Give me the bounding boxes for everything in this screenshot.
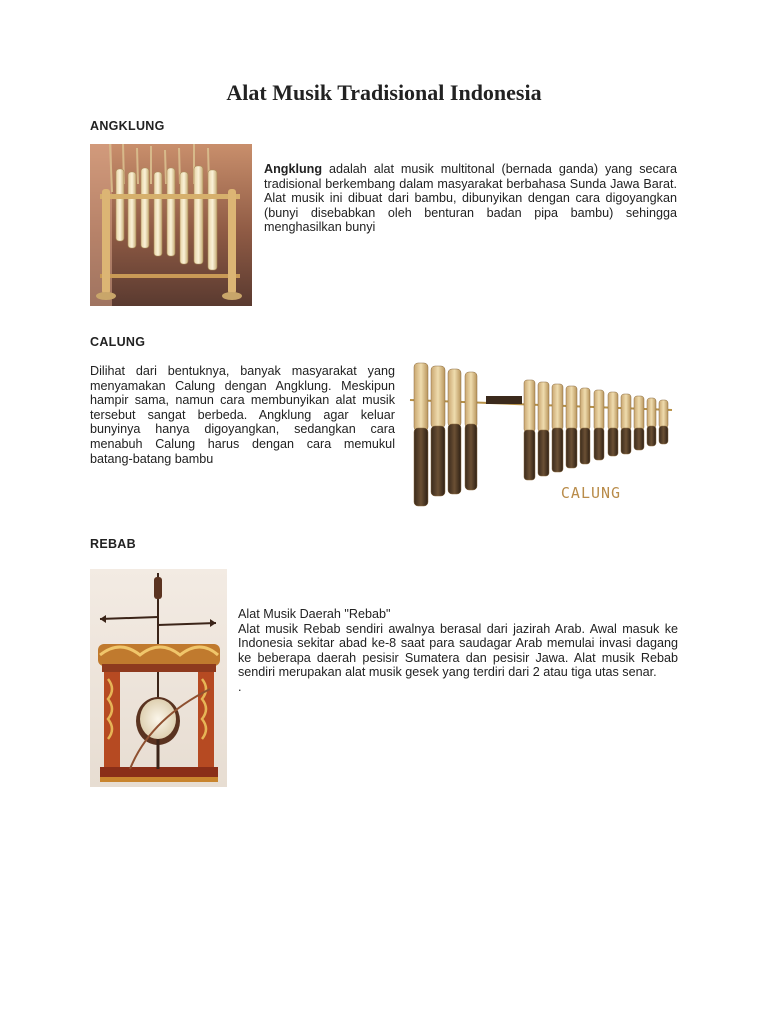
calung-paragraph: Dilihat dari bentuknya, banyak masyarakat yang menyamakan Calung dengan Angklung. Meskipun hampir sama, namun cara membunyikan alat musik tersebut sangat berbeda. Angklung agar keluar bunyinya hanya digoyangkan, sedangkan cara menabuh Calung harus dengan cara memukul batang-batang bambu (90, 364, 395, 466)
calung-photo (404, 358, 676, 508)
angklung-paragraph (264, 162, 677, 235)
angklung-photo (90, 144, 252, 306)
calung-photo-caption: CALUNG (560, 484, 622, 502)
rebab-text-block (238, 607, 678, 695)
angklung-lead-term: Angklung (264, 162, 323, 176)
rebab-photo (90, 569, 227, 787)
rebab-subtitle: Alat Musik Daerah "Rebab" (238, 607, 391, 621)
page-title: Alat Musik Tradisional Indonesia (226, 80, 542, 105)
rebab-paragraph: Alat musik Rebab sendiri awalnya berasal dari jazirah Arab. Awal masuk ke Indonesia sekitar abad ke-8 saat para saudagar Arab memulai invasi dagang ke beberapa daerah pesisir Sumatera dan pesisir Jawa. Alat musik Rebab sendiri merupakan alat musik gesek yang terdiri dari 2 atau tiga utas senar. (238, 621, 678, 680)
section-heading-angklung: ANGKLUNG (90, 119, 165, 133)
section-heading-calung: CALUNG (90, 335, 146, 349)
rebab-trailing-mark: . (238, 679, 242, 694)
angklung-body: adalah alat musik multitonal (bernada ganda) yang secara tradisional berkembang dalam masyarakat berbahasa Sunda Jawa Barat. Alat musik ini dibuat dari bambu, dibunyikan dengan cara digoyangkan (bunyi disebabkan oleh benturan badan pipa bambu) sehingga menghasilkan bunyi (264, 162, 677, 235)
section-heading-rebab: REBAB (90, 537, 136, 551)
